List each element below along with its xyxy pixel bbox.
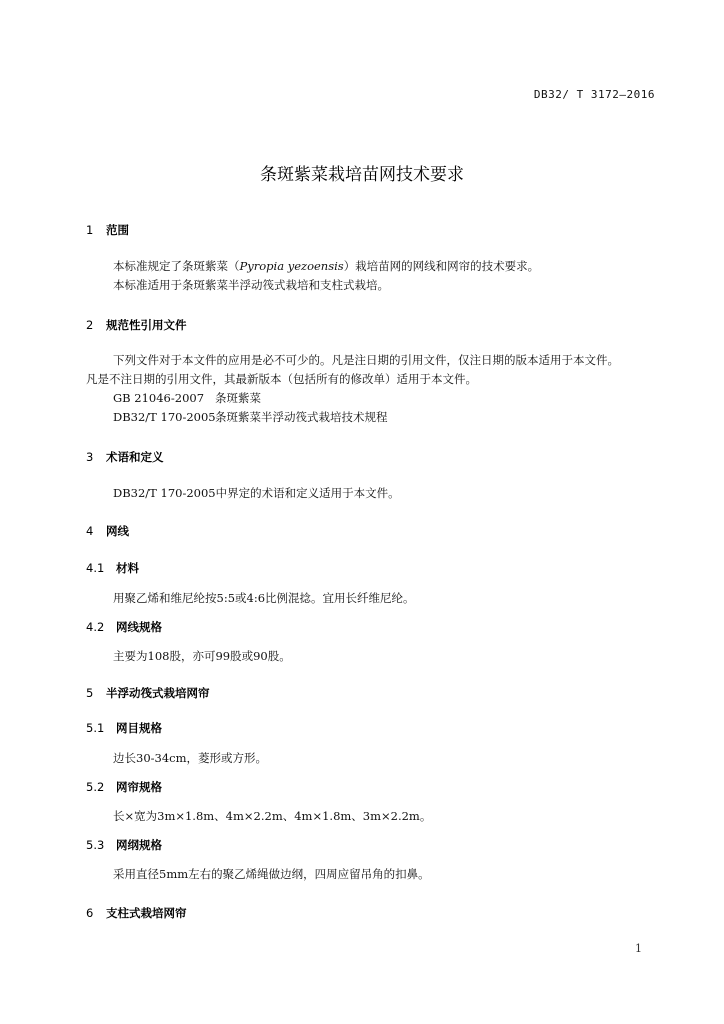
section-1-heading [86, 222, 129, 238]
section-5-1-heading [86, 720, 162, 736]
section-3-paragraph: DB32/T 170-2005中界定的术语和定义适用于本文件。 [113, 486, 400, 500]
section-4-1-paragraph: 用聚乙烯和维尼纶按5:5或4:6比例混捻。宜用长纤维尼纶。 [113, 591, 415, 605]
section-4-1-heading [86, 560, 139, 576]
section-title: 术语和定义 [106, 450, 164, 464]
section-number: 3 [86, 450, 94, 464]
latin-species-name: Pyropia yezoensis [239, 259, 344, 273]
subsection-number: 5.1 [86, 721, 105, 735]
subsection-title: 网纲规格 [116, 838, 162, 852]
section-number: 6 [86, 906, 94, 920]
section-title: 网线 [106, 524, 129, 538]
section-4-heading [86, 523, 129, 539]
subsection-number: 4.2 [86, 620, 105, 634]
reference-title: 条斑紫菜半浮动筏式栽培技术规程 [215, 410, 388, 424]
section-5-3-heading [86, 837, 162, 853]
document-title: 条斑紫菜栽培苗网技术要求 [260, 165, 464, 185]
section-5-1-paragraph: 边长30-34cm，菱形或方形。 [113, 751, 267, 765]
reference-code: DB32/T 170-2005 [113, 410, 216, 424]
section-5-3-paragraph: 采用直径5mm左右的聚乙烯绳做边纲，四周应留吊角的扣鼻。 [113, 867, 430, 881]
section-number: 2 [86, 318, 94, 332]
section-title: 范围 [106, 223, 129, 237]
section-number: 5 [86, 686, 94, 700]
section-number: 1 [86, 223, 94, 237]
subsection-number: 5.3 [86, 838, 105, 852]
text-run: ）栽培苗网的网线和网帘的技术要求。 [343, 259, 540, 273]
section-1-paragraph-2: 本标准适用于条斑紫菜半浮动筏式栽培和支柱式栽培。 [113, 278, 389, 292]
document-code: DB32/ T 3172—2016 [533, 88, 655, 101]
section-5-heading [86, 685, 210, 701]
section-2-paragraph-line-2: 凡是不注日期的引用文件，其最新版本（包括所有的修改单）适用于本文件。 [86, 372, 477, 386]
section-title: 支柱式栽培网帘 [106, 906, 187, 920]
subsection-title: 材料 [116, 561, 139, 575]
normative-reference-2 [113, 409, 388, 425]
section-4-2-heading [86, 619, 162, 635]
subsection-title: 网线规格 [116, 620, 162, 634]
section-3-heading [86, 449, 164, 465]
section-2-paragraph-line-1: 下列文件对于本文件的应用是必不可少的。凡是注日期的引用文件，仅注日期的版本适用于本文件。 [113, 353, 619, 367]
subsection-number: 5.2 [86, 780, 105, 794]
section-title: 规范性引用文件 [106, 318, 187, 332]
reference-code: GB 21046-2007 [113, 391, 205, 405]
section-6-heading [86, 905, 187, 921]
subsection-number: 4.1 [86, 561, 105, 575]
section-number: 4 [86, 524, 94, 538]
normative-reference-1 [113, 390, 261, 406]
text-run: 本标准规定了条斑紫菜（ [113, 259, 240, 273]
reference-title: 条斑紫菜 [215, 391, 261, 405]
section-5-2-heading [86, 779, 162, 795]
section-1-paragraph-1 [113, 258, 539, 274]
subsection-title: 网帘规格 [116, 780, 162, 794]
section-4-2-paragraph: 主要为108股，亦可99股或90股。 [113, 649, 291, 663]
subsection-title: 网目规格 [116, 721, 162, 735]
page-number: 1 [635, 942, 642, 955]
section-2-heading [86, 317, 187, 333]
section-title: 半浮动筏式栽培网帘 [106, 686, 210, 700]
section-5-2-paragraph: 长×宽为3m×1.8m、4m×2.2m、4m×1.8m、3m×2.2m。 [113, 809, 432, 823]
